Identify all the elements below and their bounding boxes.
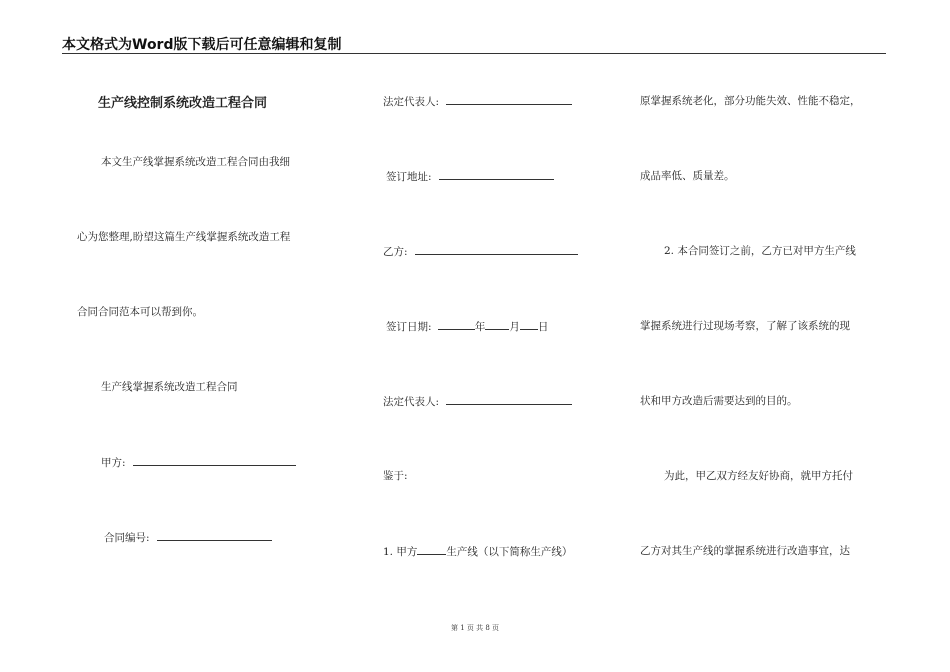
document-title: 生产线控制系统改造工程合同 bbox=[98, 96, 268, 111]
contract-number-label: 合同编号: bbox=[104, 532, 150, 544]
intro-line-1: 本文生产线掌握系统改造工程合同由我细 bbox=[101, 156, 290, 168]
sign-day-blank[interactable] bbox=[520, 318, 538, 330]
intro-line-3: 合同合同范本可以帮到你。 bbox=[77, 306, 203, 318]
year-label: 年 bbox=[474, 321, 486, 333]
page-number: 第 1 页 共 8 页 bbox=[450, 624, 500, 632]
party-b-blank[interactable] bbox=[415, 243, 578, 255]
agreement-line-2: 乙方对其生产线的掌握系统进行改造事宜，达 bbox=[640, 545, 850, 557]
clause-text-line-1: 原掌握系统老化，部分功能失效、性能不稳定， bbox=[640, 95, 861, 107]
party-b-line bbox=[383, 243, 578, 259]
clause-2-line-1: 2. 本合同签订之前，乙方已对甲方生产线 bbox=[664, 245, 856, 257]
sign-date-label: 签订日期: bbox=[386, 321, 432, 333]
clause-text-line-2: 成品率低、质量差。 bbox=[640, 170, 735, 182]
contract-number-blank[interactable] bbox=[157, 529, 272, 541]
legal-rep-line-1 bbox=[383, 93, 572, 109]
party-a-line bbox=[101, 454, 296, 470]
sign-month-blank[interactable] bbox=[485, 318, 509, 330]
contract-number-line bbox=[104, 529, 272, 545]
legal-rep-label-1: 法定代表人: bbox=[383, 96, 440, 108]
clause-2-line-2: 掌握系统进行过现场考察，了解了该系统的现 bbox=[640, 320, 850, 332]
legal-rep-blank-2[interactable] bbox=[446, 393, 572, 405]
clause-1-line bbox=[383, 543, 572, 559]
sign-address-label: 签订地址: bbox=[386, 171, 432, 183]
sign-year-blank[interactable] bbox=[438, 318, 475, 330]
whereas-heading: 鉴于: bbox=[383, 470, 408, 482]
party-a-label: 甲方: bbox=[101, 457, 126, 469]
agreement-line-1: 为此，甲乙双方经友好协商，就甲方托付 bbox=[664, 470, 853, 482]
legal-rep-label-2: 法定代表人: bbox=[383, 396, 440, 408]
month-label: 月 bbox=[509, 321, 520, 333]
party-b-label: 乙方: bbox=[383, 246, 408, 258]
legal-rep-blank-1[interactable] bbox=[446, 93, 572, 105]
clause-1-prefix: 1. 甲方 bbox=[383, 546, 418, 558]
clause-2-line-3: 状和甲方改造后需要达到的目的。 bbox=[640, 395, 798, 407]
sign-date-line bbox=[386, 318, 548, 334]
production-line-blank[interactable] bbox=[417, 543, 446, 555]
intro-line-2: 心为您整理,盼望这篇生产线掌握系统改造工程 bbox=[77, 231, 291, 243]
day-label: 日 bbox=[537, 321, 549, 333]
contract-subtitle: 生产线掌握系统改造工程合同 bbox=[101, 381, 238, 393]
sign-address-line bbox=[386, 168, 554, 184]
legal-rep-line-2 bbox=[383, 393, 572, 409]
header-divider bbox=[62, 53, 886, 54]
document-header: 本文格式为Word版下载后可任意编辑和复制 bbox=[62, 37, 342, 53]
clause-1-suffix: 生产线（以下简称生产线） bbox=[446, 546, 573, 558]
party-a-blank[interactable] bbox=[133, 454, 296, 466]
sign-address-blank[interactable] bbox=[439, 168, 554, 180]
